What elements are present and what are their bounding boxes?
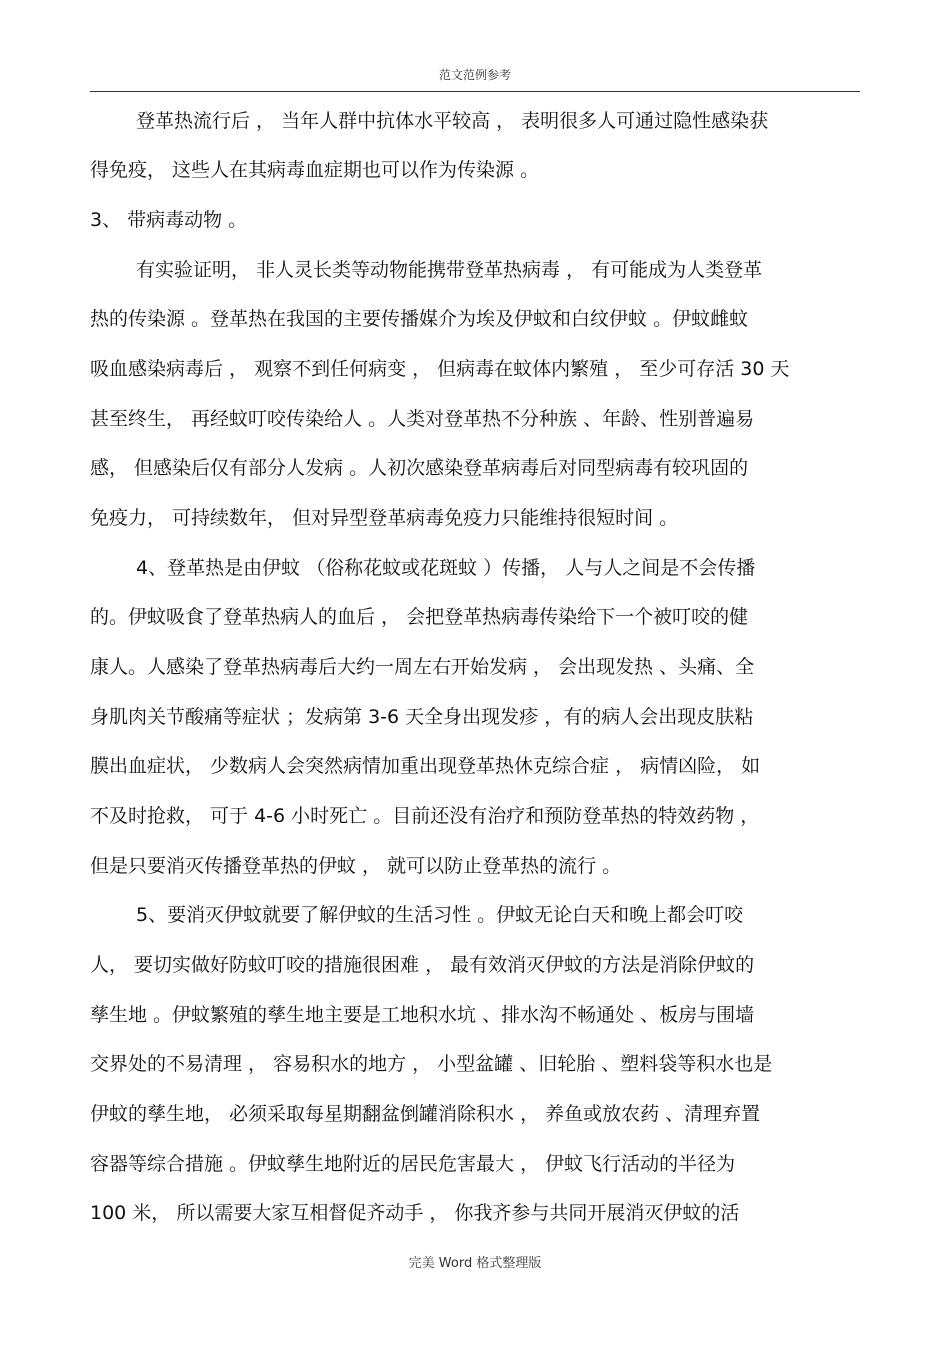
text-line: 5、要消灭伊蚊就要了解伊蚊的生活习性 。伊蚊无论白天和晚上都会叮咬	[136, 904, 744, 926]
text-line: 免疫力， 可持续数年， 但对异型登革病毒免疫力只能维持很短时间 。	[90, 507, 679, 529]
text-line: 伊蚊的孳生地， 必须采取每星期翻盆倒罐消除积水 ， 养鱼或放农药 、清理弃置	[90, 1103, 761, 1125]
header-divider	[90, 91, 860, 92]
text-line: 4、登革热是由伊蚊 （俗称花蚊或花斑蚊 ）传播， 人与人之间是不会传播	[136, 557, 756, 579]
text-line: 3、 带病毒动物 。	[90, 209, 248, 231]
text-line: 人， 要切实做好防蚊叮咬的措施很困难 ， 最有效消灭伊蚊的方法是消除伊蚊的	[90, 954, 755, 976]
text-line: 但是只要消灭传播登革热的伊蚊 ， 就可以防止登革热的流行 。	[90, 855, 622, 877]
text-line: 登革热流行后 ， 当年人群中抗体水平较高 ， 表明很多人可通过隐性感染获	[136, 110, 769, 132]
text-line: 吸血感染病毒后 ， 观察不到任何病变 ， 但病毒在蚊体内繁殖 ， 至少可存活 30 天	[90, 358, 790, 380]
text-line: 得免疫， 这些人在其病毒血症期也可以作为传染源 。	[90, 159, 540, 181]
text-line: 有实验证明， 非人灵长类等动物能携带登革热病毒 ， 有可能成为人类登革	[136, 259, 763, 281]
text-line: 100 米， 所以需要大家互相督促齐动手 ， 你我齐参与共同开展消灭伊蚊的活	[90, 1202, 740, 1224]
header-title: 范文范例参考	[438, 68, 511, 82]
text-line: 容器等综合措施 。伊蚊孳生地附近的居民危害最大 ， 伊蚊飞行活动的半径为	[90, 1153, 736, 1175]
text-line: 的。伊蚊吸食了登革热病人的血后 ， 会把登革热病毒传染给下一个被叮咬的健	[90, 606, 749, 628]
text-line: 不及时抢救， 可于 4-6 小时死亡 。目前还没有治疗和预防登革热的特效药物 ，	[90, 805, 760, 827]
text-line: 甚至终生， 再经蚊叮咬传染给人 。人类对登革热不分种族 、年龄、性别普遍易	[90, 408, 755, 430]
text-line: 热的传染源 。登革热在我国的主要传播媒介为埃及伊蚊和白纹伊蚊 。伊蚊雌蚊	[90, 308, 749, 330]
text-line: 感， 但感染后仅有部分人发病 。人初次感染登革病毒后对同型病毒有较巩固的	[90, 457, 749, 479]
text-line: 膜出血症状， 少数病人会突然病情加重出现登革热休克综合症 ， 病情凶险， 如	[90, 755, 761, 777]
text-line: 身肌肉关节酸痛等症状 ；发病第 3-6 天全身出现发疹 ，有的病人会出现皮肤粘	[90, 706, 754, 728]
text-line: 康人。人感染了登革热病毒后大约一周左右开始发病 ， 会出现发热 、头痛、全	[90, 656, 755, 678]
text-line: 交界处的不易清理 ， 容易积水的地方 ， 小型盆罐 、旧轮胎 、塑料袋等积水也是	[90, 1053, 773, 1075]
page-footer: 完美 Word 格式整理版	[408, 1256, 542, 1271]
text-line: 孳生地 。伊蚊繁殖的孳生地主要是工地积水坑 、排水沟不畅通处 、板房与围墙	[90, 1004, 755, 1026]
